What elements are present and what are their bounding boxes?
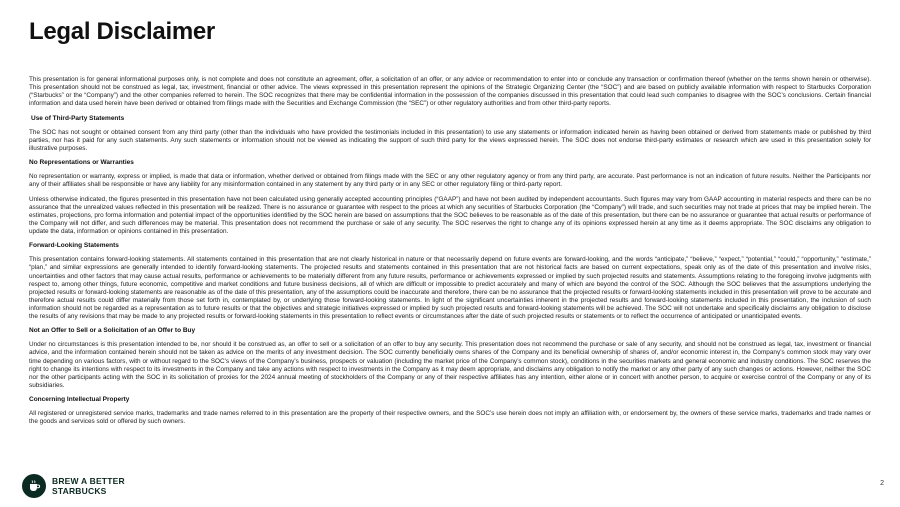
logo-text: [52, 476, 125, 496]
logo-line-2: STARBUCKS: [52, 486, 107, 496]
disclaimer-body: [29, 76, 871, 433]
page-number: 2: [880, 480, 884, 487]
intellectual-property-heading: Concerning Intellectual Property: [29, 396, 130, 404]
forward-looking-heading: Forward-Looking Statements: [29, 242, 119, 250]
no-representations-paragraph-1: No representation or warranty, express or implied, is made that data or information, whether derived or obtained from filings made with the SEC or any other regulatory agency or from any third party, are accurate. Past performance is not an indication of future results. Neither the Participants nor any of their affiliates shall be responsible or have any liability for any misinformation contained in any statement by any third party or in any SEC or other regulatory filing or third-party report.: [29, 173, 871, 189]
brew-a-better-starbucks-logo: [22, 474, 125, 498]
not-an-offer-paragraph: Under no circumstances is this presentation intended to be, nor should it be construed as, an offer to sell or a solicitation of an offer to buy any security. This presentation does not recommend the purchase or sale of any security, and should not be construed as legal, tax, investment or financial advice, and the information contained herein should not be taken as advice on the merits of any investment decision. The SOC currently beneficially owns shares of the Company and its beneficial ownership of shares of, and/or economic interest in, the Company’s common stock may vary over time depending on various factors, with or without regard to the SOC’s views of the Company’s business, prospects or valuation (including the market price of the Company’s common stock), conditions in the securities markets and general economic and industry conditions. The SOC reserves the right to change its intentions with respect to its investments in the Company and take any actions with respect to investments in the Company as it may deem appropriate, and disclaims any obligation to notify the market or any other party of any such changes or actions. However, neither the SOC nor the other participants acting with the SOC in its solicitation of proxies for the 2024 annual meeting of stockholders of the Company or any of their respective affiliates has any intention, either alone or in concert with another person, to acquire or exercise control of the Company or any of its subsidiaries.: [29, 341, 871, 389]
coffee-cup-icon: [22, 474, 46, 498]
forward-looking-paragraph: This presentation contains forward-looking statements. All statements contained in this presentation that are not clearly historical in nature or that necessarily depend on future events are forward-looking, and the words “anticipate,” “believe,” “expect,” “potential,” “could,” “opportunity,” “estimate,” “plan,” and similar expressions are generally intended to identify forward-looking statements. The projected results and statements contained in this presentation that are not historical facts are based on current expectations, speak only as of the date of this presentation and involve risks, uncertainties and other factors that may cause actual results, performance or achievements to be materially different from any future results, performance or achievements expressed or implied by such projected results and statements. Assumptions relating to the foregoing involve judgments with respect to, among other things, future economic, competitive and market conditions and future business decisions, all of which are difficult or impossible to predict accurately and many of which are beyond the control of the SOC. Although the SOC believes that the assumptions underlying the projected results or forward-looking statements are reasonable as of the date of this presentation, any of the assumptions could be inaccurate and therefore, there can be no assurance that the projected results or forward-looking statements included in this presentation will prove to be accurate and therefore actual results could differ materially from those set forth in, contemplated by, or underlying those forward-looking statements. In light of the significant uncertainties inherent in the projected results and forward-looking statements included in this presentation, the inclusion of such information should not be regarded as a representation as to future results or that the objectives and strategic initiatives expressed or implied by such projected results and forward-looking statements will be achieved. The SOC will not undertake and specifically disclaims any obligation to disclose the results of any revisions that may be made to any projected results or forward-looking statements in this presentation to reflect events or circumstances after the date of such projected results or statements or to reflect the occurrence of anticipated or unanticipated events.: [29, 256, 871, 320]
third-party-heading: Use of Third-Party Statements: [31, 114, 125, 122]
logo-line-1: BREW A BETTER: [52, 476, 125, 486]
page-title: Legal Disclaimer: [29, 18, 215, 45]
third-party-paragraph: The SOC has not sought or obtained consent from any third party (other than the individuals who have provided the testimonials included in this presentation) to use any statements or information indicated herein as having been obtained or derived from statements made or published by third parties, nor has it paid for any such statements. Any such statements or information should not be viewed as indicating the support of such third party for the views expressed herein. The SOC does not endorse third-party estimates or research which are used in this presentation solely for illustrative purposes.: [29, 128, 871, 152]
not-an-offer-heading: Not an Offer to Sell or a Solicitation of an Offer to Buy: [29, 327, 196, 335]
no-representations-heading: No Representations or Warranties: [29, 159, 134, 167]
intellectual-property-paragraph: All registered or unregistered service marks, trademarks and trade names referred to in this presentation are the property of their respective owners, and the SOC’s use herein does not imply an affiliation with, or endorsement by, the owners of these service marks, trademarks and trade names or the goods and services sold or offered by such owners.: [29, 410, 871, 426]
no-representations-paragraph-2: Unless otherwise indicated, the figures presented in this presentation have not been calculated using generally accepted accounting principles (“GAAP”) and have not been audited by independent accountants. Such figures may vary from GAAP accounting in material respects and there can be no assurance that the unrealized values reflected in this presentation will be realized. There is no assurance or guarantee with respect to the prices at which any securities of Starbucks Corporation (the “Company”) will trade, and such securities may not trade at prices that may be implied herein. The estimates, projections, pro forma information and potential impact of the opportunities identified by the SOC herein are based on assumptions that the SOC believes to be reasonable as of the date of this presentation, but there can be no assurance or guarantee that actual results or performance of the Company will not differ, and such differences may be material. This presentation does not recommend the purchase or sale of any security. The SOC reserves the right to change any of its opinions expressed herein at any time as it deems appropriate. The SOC disclaims any obligation to update the data, information or opinions contained in this presentation.: [29, 195, 871, 235]
intro-paragraph: This presentation is for general informational purposes only, is not complete and does not constitute an agreement, offer, a solicitation of an offer, or any advice or recommendation to enter into or conclude any transaction or confirmation thereof (whether on the terms shown herein or otherwise). This presentation should not be construed as legal, tax, investment, financial or other advice. The views expressed in this presentation represent the opinions of the Strategic Organizing Center (the “SOC”) and are based on publicly available information with respect to Starbucks Corporation (“Starbucks” or the “Company”) and the other companies referred to herein. The SOC recognizes that there may be confidential information in the possession of the companies discussed in this presentation that could lead such companies to disagree with the SOC’s conclusions. Certain financial information and data used herein have been derived or obtained from filings made with the Securities and Exchange Commission (the “SEC”) or other regulatory authorities and from other third-party reports.: [29, 76, 871, 108]
